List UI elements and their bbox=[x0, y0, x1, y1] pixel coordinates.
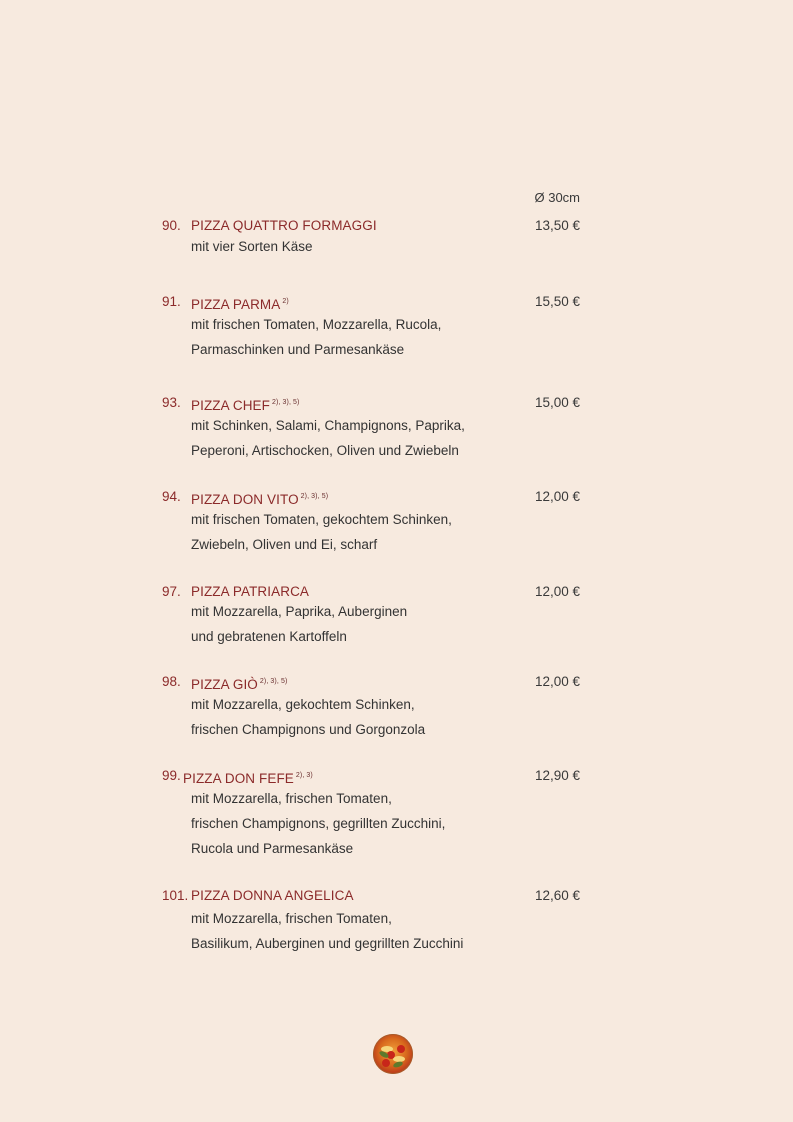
description-line: frischen Champignons, gegrillten Zucchini, bbox=[191, 816, 446, 831]
menu-item-description bbox=[191, 507, 582, 557]
menu-item-name: PIZZA DON FEFE $^{2), 3)}$ bbox=[183, 771, 313, 786]
description-line: und gebratenen Kartoffeln bbox=[191, 629, 347, 644]
menu-item-number: 90. bbox=[162, 218, 181, 233]
menu-item-number: 93. bbox=[162, 395, 181, 410]
menu-item-price: 15,00 € bbox=[534, 395, 580, 410]
menu-item-number: 94. bbox=[162, 489, 181, 504]
menu-item-title-row bbox=[162, 216, 582, 236]
allergen-note: 2), 3), 5) bbox=[300, 493, 329, 500]
menu-item-description bbox=[191, 599, 582, 649]
description-line: frischen Champignons und Gorgonzola bbox=[191, 722, 426, 737]
menu-item-description bbox=[191, 312, 582, 362]
menu-item-price: 12,00 € bbox=[534, 674, 580, 689]
menu-item-price: 12,90 € bbox=[534, 768, 580, 783]
menu-item-number: 99. bbox=[162, 768, 181, 783]
description-line: mit frischen Tomaten, Mozzarella, Rucola, bbox=[191, 317, 442, 332]
menu-item bbox=[162, 393, 582, 463]
menu-item-title-row bbox=[162, 766, 582, 786]
allergen-note: 2) bbox=[282, 298, 289, 305]
description-line: mit Mozzarella, frischen Tomaten, bbox=[191, 911, 392, 926]
menu-item-title-row bbox=[162, 886, 582, 906]
menu-item-description bbox=[191, 906, 582, 956]
description-line: mit Schinken, Salami, Champignons, Paprika, bbox=[191, 418, 465, 433]
description-line: Parmaschinken und Parmesankäse bbox=[191, 342, 405, 357]
menu-item bbox=[162, 216, 582, 257]
menu-item bbox=[162, 487, 582, 557]
menu-item-title-row bbox=[162, 292, 582, 312]
menu-item-description bbox=[191, 692, 582, 742]
menu-item-number: 101. bbox=[162, 888, 189, 903]
description-line: mit Mozzarella, Paprika, Auberginen bbox=[191, 604, 408, 619]
menu-item-name: PIZZA GIÒ $^{2), 3), 5)}$ bbox=[191, 677, 288, 692]
menu-item bbox=[162, 766, 582, 861]
menu-item-name: PIZZA DONNA ANGELICA bbox=[191, 888, 354, 903]
menu-item-price: 12,00 € bbox=[534, 489, 580, 504]
menu-item-name: PIZZA PARMA $^{2)}$ bbox=[191, 297, 289, 312]
description-line: mit vier Sorten Käse bbox=[191, 239, 313, 254]
description-line: mit frischen Tomaten, gekochtem Schinken, bbox=[191, 512, 452, 527]
menu-item-title-row bbox=[162, 487, 582, 507]
menu-item-name: PIZZA DON VITO $^{2), 3), 5)}$ bbox=[191, 492, 329, 507]
menu-item-number: 98. bbox=[162, 674, 181, 689]
description-line: mit Mozzarella, frischen Tomaten, bbox=[191, 791, 392, 806]
menu-item-price: 12,60 € bbox=[534, 888, 580, 903]
menu-item bbox=[162, 292, 582, 362]
menu-item bbox=[162, 886, 582, 956]
menu-item-title-row bbox=[162, 672, 582, 692]
description-line: Zwiebeln, Oliven und Ei, scharf bbox=[191, 537, 378, 552]
description-line: Basilikum, Auberginen und gegrillten Zucchini bbox=[191, 936, 464, 951]
menu-item-description bbox=[191, 236, 582, 257]
menu-item-price: 12,00 € bbox=[534, 584, 580, 599]
menu-item-number: 97. bbox=[162, 584, 181, 599]
pizza-logo-icon bbox=[373, 1034, 413, 1074]
menu-item bbox=[162, 672, 582, 742]
menu-item-name: PIZZA PATRIARCA bbox=[191, 584, 310, 599]
menu-item-number: 91. bbox=[162, 294, 181, 309]
menu-item-description bbox=[191, 786, 582, 861]
menu-item-price: 15,50 € bbox=[534, 294, 580, 309]
menu-item-title-row bbox=[162, 393, 582, 413]
description-line: Rucola und Parmesankäse bbox=[191, 841, 354, 856]
menu-item-price: 13,50 € bbox=[534, 218, 580, 233]
menu-item bbox=[162, 582, 582, 649]
allergen-note: 2), 3), 5) bbox=[259, 678, 288, 685]
description-line: Peperoni, Artischocken, Oliven und Zwiebeln bbox=[191, 443, 459, 458]
menu-item-title-row bbox=[162, 582, 582, 602]
allergen-note: 2), 3), 5) bbox=[272, 399, 300, 406]
size-header: Ø 30cm bbox=[534, 190, 580, 205]
menu-item-name: PIZZA CHEF $^{2), 3), 5)}$ bbox=[191, 398, 300, 413]
allergen-note: 2), 3) bbox=[295, 772, 313, 779]
description-line: mit Mozzarella, gekochtem Schinken, bbox=[191, 697, 415, 712]
menu-item-description bbox=[191, 413, 582, 463]
menu-item-name: PIZZA QUATTRO FORMAGGI bbox=[191, 218, 377, 233]
